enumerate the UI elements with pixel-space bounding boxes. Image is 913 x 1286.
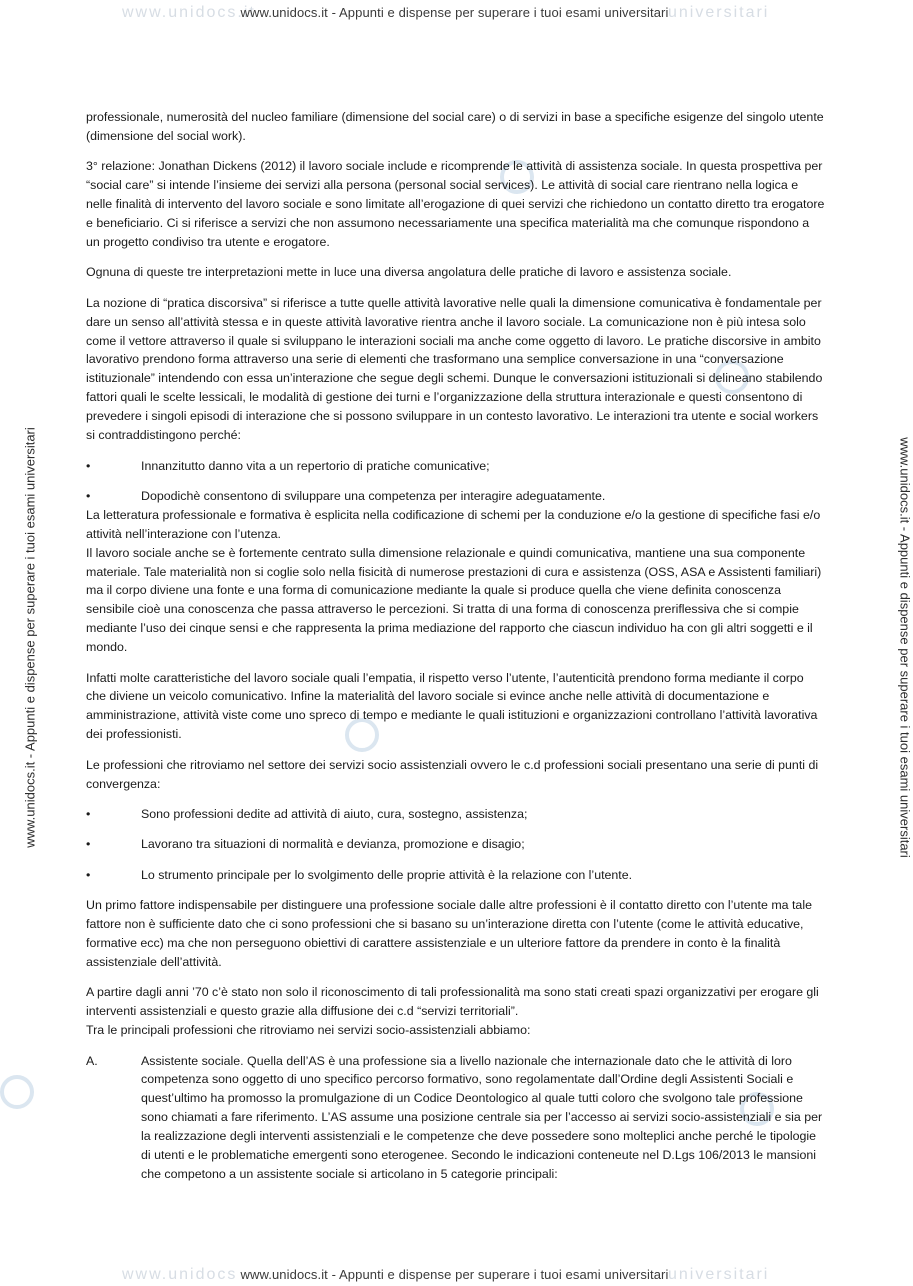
- footer-ghost-right: universitari: [668, 1266, 770, 1283]
- list-item-a: [86, 1052, 826, 1184]
- bullet-mark: •: [86, 458, 91, 473]
- paragraph: La nozione di “pratica discorsiva” si riferisce a tutte quelle attività lavorative nelle quali la dimensione comunicativa è fondamentale per dare un senso all’attività stessa e in queste attività lavorative rientra anche il lavoro sociale. La comunicazione non è più intesa solo come il vettore attraverso il quale si sviluppano le interazioni sociali ma anche come oggetto di lavoro. Le pratiche discorsive in ambito lavorativo prendono forma attraverso una serie di elementi che trasformano una semplice conversazione in una “conversazione istituzionale” intendendo con essa un’interazione che segue degli schemi. Dunque le conversazioni istituzionali si delineano stabilendo fattori quali le scelte lessicali, le modalità di gestione dei turni e l’organizzazione della struttura interazionale e questi consentono di prevedere i singoli episodi di interazione che si possono sviluppare in un contesto lavorativo. Le interazioni tra utente e social workers si contraddistingono perché:: [86, 295, 823, 443]
- bullet-mark: •: [86, 867, 91, 882]
- bullet-mark: •: [86, 807, 91, 821]
- header-ghost-left: www.unidocs.it: [122, 4, 256, 21]
- paragraph: Le professioni che ritroviamo nel settore dei servizi socio assistenziali ovvero le c.d professioni sociali presentano una serie di punti di convergenza:: [86, 757, 819, 791]
- list-item-text: Innanzitutto danno vita a un repertorio di pratiche comunicative;: [141, 458, 490, 473]
- paragraph: Tra le principali professioni che ritroviamo nei servizi socio-assistenziali abbiamo:: [86, 1023, 531, 1038]
- paragraph: Ognuna di queste tre interpretazioni mette in luce una diversa angolatura delle pratiche di lavoro e assistenza sociale.: [86, 265, 732, 280]
- watermark-logo: [0, 1075, 34, 1109]
- list-item-text: Lavorano tra situazioni di normalità e devianza, promozione e disagio;: [141, 837, 525, 852]
- list-item: [86, 805, 826, 824]
- footer-ghost-left: www.unidocs: [122, 1266, 238, 1283]
- bullet-mark: •: [86, 488, 91, 503]
- paragraph: A partire dagli anni ’70 c’è stato non solo il riconoscimento di tali professionalità ma sono stati creati spazi organizzativi per erogare gli interventi assistenziali e questo grazie alla diffusione dei c.d “servizi territoriali”.: [86, 985, 819, 1019]
- list-item: [86, 866, 826, 885]
- side-banner-left: www.unidocs.it - Appunti e dispense per superare i tuoi esami universitari: [22, 427, 38, 848]
- side-banner-right: www.unidocs.it - Appunti e dispense per superare i tuoi esami universitari: [897, 437, 913, 858]
- paragraph: Infatti molte caratteristiche del lavoro sociale quali l’empatia, il rispetto verso l’utente, l’autenticità prendono forma mediante il corpo che diviene un veicolo comunicativo. Infine la materialità del lavoro sociale si evince anche nelle attività di documentazione e amministrazione, attività viste come uno spreco di tempo e mediante le quali istituzioni e organizzazioni controllano l’attività lavorativa dei professionisti.: [86, 670, 818, 742]
- bullet-mark: •: [86, 837, 91, 852]
- paragraph: Un primo fattore indispensabile per distinguere una professione sociale dalle altre professioni è il contatto diretto con l’utente ma tale fattore non è sufficiente dato che ci sono professioni che si basano su un’interazione diretta con l’utente (come le attività educative, formative ecc) ma che non perseguono obiettivi di carattere assistenziale e un ulteriore fattore da prendere in conto è la finalità assistenziale dell’attività.: [86, 898, 812, 969]
- list-item: [86, 835, 826, 854]
- list-item-text: Lo strumento principale per lo svolgimento delle proprie attività è la relazione con l’utente.: [141, 867, 633, 882]
- list-item: [86, 457, 826, 476]
- paragraph: professionale, numerosità del nucleo familiare (dimensione del social care) o di servizi in base a specifiche esigenze del singolo utente (dimensione del social work).: [86, 110, 824, 143]
- list-item-text: Sono professioni dedite ad attività di aiuto, cura, sostegno, assistenza;: [141, 807, 528, 821]
- list-item-text: Assistente sociale. Quella dell’AS è una professione sia a livello nazionale che internazionale dato che le attività di loro competenza sono oggetto di uno specifico percorso formativo, sono regolamentate dall’Ordine degli Assistenti Sociali e quest’ultimo ha promosso la promulgazione di un Codice Deontologico al quale tutti coloro che svolgono tale professione sono chiamati a fare riferimento. L’AS assume una posizione centrale sia per l’accesso ai servizi socio-assistenziali e sia per la realizzazione degli interventi assistenziali e le competenze che deve possedere sono molteplici anche perché le tipologie di utenti e le problematiche emergenti sono eterogenee. Secondo le indicazioni conteneute nel D.Lgs 106/2013 le mansioni che competono a un assistente sociale si articolano in 5 categorie principali:: [141, 1053, 823, 1181]
- paragraph: 3° relazione: Jonathan Dickens (2012) il lavoro sociale include e ricomprende le attività di assistenza sociale. In questa prospettiva per “social care” si intende l’insieme dei servizi alla persona (personal social services). Le attività di social care rientrano nella logica e nelle finalità di intervento del lavoro sociale e sono limitate all’erogazione di quei servizi che richiedono un contatto diretto tra erogatore e beneficiario. Ci si riferisce a servizi che non assumono necessariamente una specifica materialità ma che comunque rispondono a un progetto condiviso tra utente e erogatore.: [86, 159, 825, 249]
- header-banner[interactable]: www.unidocs.it - Appunti e dispense per superare i tuoi esami universitari: [240, 5, 669, 20]
- list-marker: A.: [86, 1053, 98, 1068]
- footer-banner[interactable]: www.unidocs.it - Appunti e dispense per superare i tuoi esami universitari: [240, 1267, 669, 1282]
- paragraph: Il lavoro sociale anche se è fortemente centrato sulla dimensione relazionale e quindi comunicativa, mantiene una sua componente materiale. Tale materialità non si coglie solo nella fisicità di numerose prestazioni di cura e assistenza (OSS, ASA e Assistenti familiari) ma il corpo diviene una fonte e una forma di comunicazione mediante la quale si produce quella che viene definita conoscenza sensibile cioè una conoscenza che passa attraverso le percezioni. Si tratta di una forma di conoscenza preriflessiva che si compie mediante l’uso dei cinque sensi e che rappresenta la prima mediazione del rapporto che ciascun individuo ha con gli altri soggetti e il mondo.: [86, 545, 822, 655]
- paragraph: La letteratura professionale e formativa è esplicita nella codificazione di schemi per la conduzione e/o la gestione di specifiche fasi e/o attività nell’interazione con l’utenza.: [86, 507, 821, 541]
- list-item-text: Dopodichè consentono di sviluppare una competenza per interagire adeguatamente.: [141, 488, 606, 503]
- header-ghost-right: universitari: [668, 4, 770, 21]
- document-body: [86, 108, 826, 1195]
- list-item: [86, 487, 826, 506]
